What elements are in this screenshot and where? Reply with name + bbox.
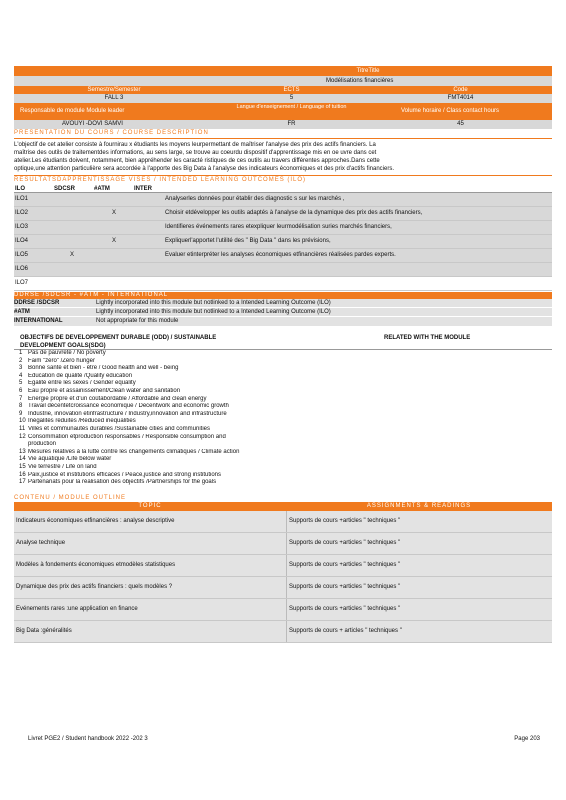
sdg-number: 11 [19, 425, 26, 432]
responsible-value-row [14, 120, 552, 129]
content-assignment: Supports de cours +articles " techniques " [286, 577, 552, 598]
hours-value: 45 [457, 121, 464, 127]
sdg-item [14, 472, 552, 480]
handbook-page [14, 66, 552, 643]
sdg-number: 13 [19, 448, 26, 455]
presentation-line: maîtrise des outils de traitementdes informations, au sens large, se trouve au coeurdu dispositif d'apprentissage mis en oe uvre dans cet [14, 150, 377, 156]
sdg-list [14, 350, 552, 494]
legend-row [14, 299, 552, 308]
sdg-number: 17 [19, 479, 26, 486]
sdg-text: Eau propre et assainissement/Clean water and sanitation [28, 387, 181, 394]
ilo-row [14, 249, 552, 263]
ilo-atm-mark: X [111, 238, 116, 244]
content-heading: CONTENU / MODULE OUTLINE [14, 495, 127, 502]
content-row [14, 555, 552, 577]
sdg-item [14, 434, 552, 442]
sdg-text: Vie aquatique /Life below water [28, 456, 112, 463]
content-column-headers [14, 502, 552, 511]
ilo-code: ILO2 [15, 210, 29, 216]
hours-label: Volume horaire / Class contact hours [401, 108, 500, 114]
content-topic: Dynamique des prix des actifs financiers : quels modèles ? [16, 584, 173, 591]
presentation-line: L'objectif de cet atelier consiste à fournirau x étudiants les moyens leurpermettant de maîtriser l'analyse des prix des actifs financiers. La [14, 142, 376, 148]
sdg-number: 10 [19, 418, 26, 425]
ilo-inter-mark [135, 221, 165, 234]
ilo-col-ilo: ILO [15, 186, 25, 192]
sdg-section [14, 334, 552, 494]
code-label: Code [453, 87, 468, 93]
sdg-item [14, 380, 552, 388]
ects-label: ECTS [283, 87, 300, 93]
presentation-heading: PRESENTATION DU COURS / COURSE DESCRIPTION [14, 129, 552, 139]
sdg-item [14, 350, 552, 358]
ilo-text: Identifieres événements rares etexpliquer leurmodélisation suries marchés financiers, [165, 224, 392, 230]
sdg-text: Egalité entre les sexes / Gender equality [28, 380, 136, 387]
sdg-number: 8 [19, 403, 23, 410]
presentation-line: optique,une attention particulière sera accordée à l'apporte des Big Data à l'analyse des indicateurs économiques et des prix d'actifs financiers. [14, 166, 394, 172]
ilo-inter-mark [135, 235, 165, 248]
ilo-row [14, 277, 552, 291]
responsible-header-row [14, 103, 552, 120]
content-col-topic: TOPIC [138, 503, 162, 510]
content-assignment: Supports de cours + articles " techniques " [286, 621, 552, 642]
sdg-heading [14, 334, 552, 342]
legend-heading [14, 292, 552, 299]
content-topic: Analyse technique [16, 540, 66, 547]
sdg-item [14, 479, 552, 487]
ilo-text: Evaluer etinterpréter les analyses économiques etfinancières réalisées pardes experts. [165, 252, 396, 258]
sdg-number: 2 [19, 357, 23, 364]
sdg-text: production [28, 441, 57, 448]
ilo-column-headers [14, 185, 552, 193]
content-assignment: Supports de cours +articles " techniques " [286, 555, 552, 576]
sdg-item [14, 456, 552, 464]
footer-handbook: Livret PGE2 / Student handbook 2022 -202 3 [28, 736, 148, 742]
content-assignment: Supports de cours +articles " techniques " [286, 533, 552, 554]
sdg-item [14, 449, 552, 457]
language-label: Langue d'enseignement / Language of tuition [236, 104, 347, 110]
sdg-heading-line1: OBJECTIFS DE DEVELOPPEMENT DURABLE (ODD) / SUSTAINABLE [20, 335, 217, 341]
sdg-item [14, 365, 552, 373]
ilo-text: Choisir etdévelopper les outils adaptés à l'analyse de la dynamique des prix des actifs financiers, [165, 210, 423, 216]
legend-code: INTERNATIONAL [14, 318, 63, 324]
sdg-text: Inégalités réduites /Reduced inequalities [28, 418, 136, 425]
semester-value: FALL 3 [104, 95, 124, 101]
presentation-line: atelier.Les étudiants doivent, notamment, bien appréhender les caracté ristiques de ces outils au travers différentes approches.Dans cette [14, 158, 380, 164]
sdg-text: Vie terrestre / Life on land [28, 463, 97, 470]
semester-label: Semestre/Semester [87, 87, 141, 93]
ilo-text: Expliquerl'apportet l'utilité des " Big Data " dans les prévisions, [165, 238, 331, 244]
ilo-atm-mark [93, 193, 135, 206]
sdg-number: 15 [19, 463, 26, 470]
semester-value-row [14, 94, 552, 103]
ilo-col-sdcsr: SDCSR [54, 186, 76, 192]
sdg-number: 7 [19, 395, 23, 402]
ilo-code: ILO6 [15, 266, 29, 272]
ilo-heading: RESULTATSDAPPRENTISSAGE VISES / INTENDED LEARNING OUTCOMES (ILO) [14, 177, 307, 183]
ilo-atm-mark: X [111, 210, 116, 216]
sdg-item [14, 418, 552, 426]
legend-code: #ATM [14, 309, 30, 315]
ilo-atm-mark [93, 277, 135, 290]
content-topic: Evénements rares :une application en finance [16, 606, 138, 613]
ilo-inter-mark [135, 193, 165, 206]
ilo-sdcsr-mark [51, 277, 93, 290]
content-topic: Big Data :généralités [16, 628, 72, 635]
content-row [14, 599, 552, 621]
ects-value: 5 [289, 95, 294, 101]
sdg-number: 9 [19, 410, 23, 417]
sdg-item [14, 373, 552, 381]
ilo-atm-mark [93, 221, 135, 234]
sdg-text: Mesures relatives à la lutte contre les changements climatiques / Climate action [28, 448, 240, 455]
ilo-code: ILO1 [15, 196, 29, 202]
sdg-number: 3 [19, 365, 23, 372]
ilo-inter-mark [135, 207, 165, 220]
sdg-heading-2 [14, 342, 552, 350]
content-row [14, 511, 552, 533]
content-topic: Indicateurs économiques etfinancières : analyse descriptive [16, 518, 175, 525]
legend-text: Lightly incorporated into this module but notlinked to a Intended Learning Outcome (ILO) [96, 309, 331, 315]
sdg-text: Education de qualité /Quality education [28, 372, 133, 379]
legend-row [14, 317, 552, 326]
sdg-text: Faim "zéro" /Zero hunger [28, 357, 95, 364]
ilo-atm-mark [93, 249, 135, 262]
sdg-related-heading: RELATED WITH THE MODULE [384, 335, 471, 341]
sdg-number: 5 [19, 380, 23, 387]
presentation-text [14, 139, 552, 176]
ilo-text [165, 277, 552, 290]
content-col-assignments: ASSIGNMENTS & READINGS [366, 503, 472, 510]
ilo-text: Analyserles données pour établir des diagnostic s sur les marchés , [165, 196, 345, 202]
sdg-text: Energie propre et d'un coûtabordable / Affordable and clean energy [28, 395, 207, 402]
sdg-item [14, 464, 552, 472]
ilo-code: ILO3 [15, 224, 29, 230]
sdg-number [14, 487, 28, 495]
legend-text: Lightly incorporated into this module but notlinked to a Intended Learning Outcome (ILO) [96, 300, 331, 306]
ilo-row [14, 207, 552, 221]
sdg-text: Consommation etproduction responsables / Responsible consumption and [28, 433, 226, 440]
content-assignment: Supports de cours +articles " techniques " [286, 599, 552, 620]
ilo-sdcsr-mark [51, 235, 93, 248]
content-assignment: Supports de cours +articles " techniques " [286, 511, 552, 532]
content-row [14, 621, 552, 643]
ilo-sdcsr-mark [51, 221, 93, 234]
sdg-number: 4 [19, 372, 23, 379]
ilo-row [14, 193, 552, 207]
ilo-code: ILO7 [15, 280, 29, 286]
ilo-inter-mark [135, 249, 165, 262]
ilo-text [165, 263, 552, 276]
legend-heading-text: DDRSE /SDCSR - #ATM - INTERNATIONAL [14, 292, 169, 298]
ilo-sdcsr-mark [51, 193, 93, 206]
sdg-number: 12 [19, 433, 26, 440]
content-topic: Modèles à fondements économiques etmodèles statistiques [16, 562, 176, 569]
ilo-sdcsr-mark: X [69, 252, 74, 258]
sdg-number: 1 [19, 350, 23, 356]
responsible-label: Responsable de module Module leader [20, 108, 125, 114]
sdg-text: Partenariats pour la réalisation des objectifs /Partnerships for the goals [28, 479, 217, 486]
content-row [14, 533, 552, 555]
course-name: Modélisations financières [326, 78, 394, 84]
language-value: FR [287, 121, 296, 127]
ilo-col-atm: #ATM [94, 186, 110, 192]
legend-text: Not appropriate for this module [96, 318, 179, 324]
sdg-number: 6 [19, 387, 23, 394]
ilo-col-inter: INTER [134, 186, 152, 192]
ilo-row [14, 221, 552, 235]
legend-table [14, 299, 552, 326]
sdg-text: Bonne santé et bien - être / Good health and well - being [28, 365, 179, 372]
ilo-row [14, 235, 552, 249]
sdg-number [14, 441, 28, 449]
content-row [14, 577, 552, 599]
ilo-row [14, 263, 552, 277]
sdg-text: Travail décentetcroissance économique / Decentwork and economic growth [28, 403, 229, 410]
sdg-number: 16 [19, 471, 26, 478]
legend-row [14, 308, 552, 317]
sdg-text: Industrie, innovation etinfrastructure / Industry,innovation and infrastructure [28, 410, 227, 417]
page-footer [28, 735, 540, 744]
sdg-item [14, 403, 552, 411]
semester-header-row [14, 86, 552, 94]
sdg-item [14, 487, 552, 495]
ilo-table [14, 193, 552, 291]
ilo-sdcsr-mark [51, 207, 93, 220]
responsible-value: AVOUYI -DOVI SAMVI [62, 121, 123, 127]
sdg-item [14, 396, 552, 404]
ilo-atm-mark [93, 263, 135, 276]
sdg-item [14, 388, 552, 396]
ilo-inter-mark [135, 263, 165, 276]
sdg-item [14, 441, 552, 449]
ilo-code: ILO4 [15, 238, 29, 244]
sdg-text: Paix,justice et institutions efficaces / Peace,justice and strong institutions [28, 471, 221, 478]
title-label: TitreTitle [356, 68, 380, 74]
footer-page-number: Page 203 [514, 736, 540, 742]
code-value: FMT4014 [447, 95, 474, 101]
course-name-row [14, 76, 552, 86]
sdg-item [14, 411, 552, 419]
title-bar [14, 66, 552, 76]
sdg-text: Villes et communautés durables /Sustainable cities and communities [28, 425, 210, 432]
sdg-item [14, 358, 552, 366]
sdg-heading-line2: DEVELOPMENT GOALS(SDG) [20, 343, 106, 349]
content-table [14, 511, 552, 643]
sdg-item [14, 426, 552, 434]
sdg-text [28, 487, 552, 495]
legend-code: DDRSE /SDCSR [14, 300, 60, 306]
sdg-text: Pas de pauvreté / No poverty [28, 350, 106, 356]
ilo-inter-mark [135, 277, 165, 290]
sdg-number: 14 [19, 456, 26, 463]
ilo-code: ILO5 [15, 252, 29, 258]
ilo-sdcsr-mark [51, 263, 93, 276]
